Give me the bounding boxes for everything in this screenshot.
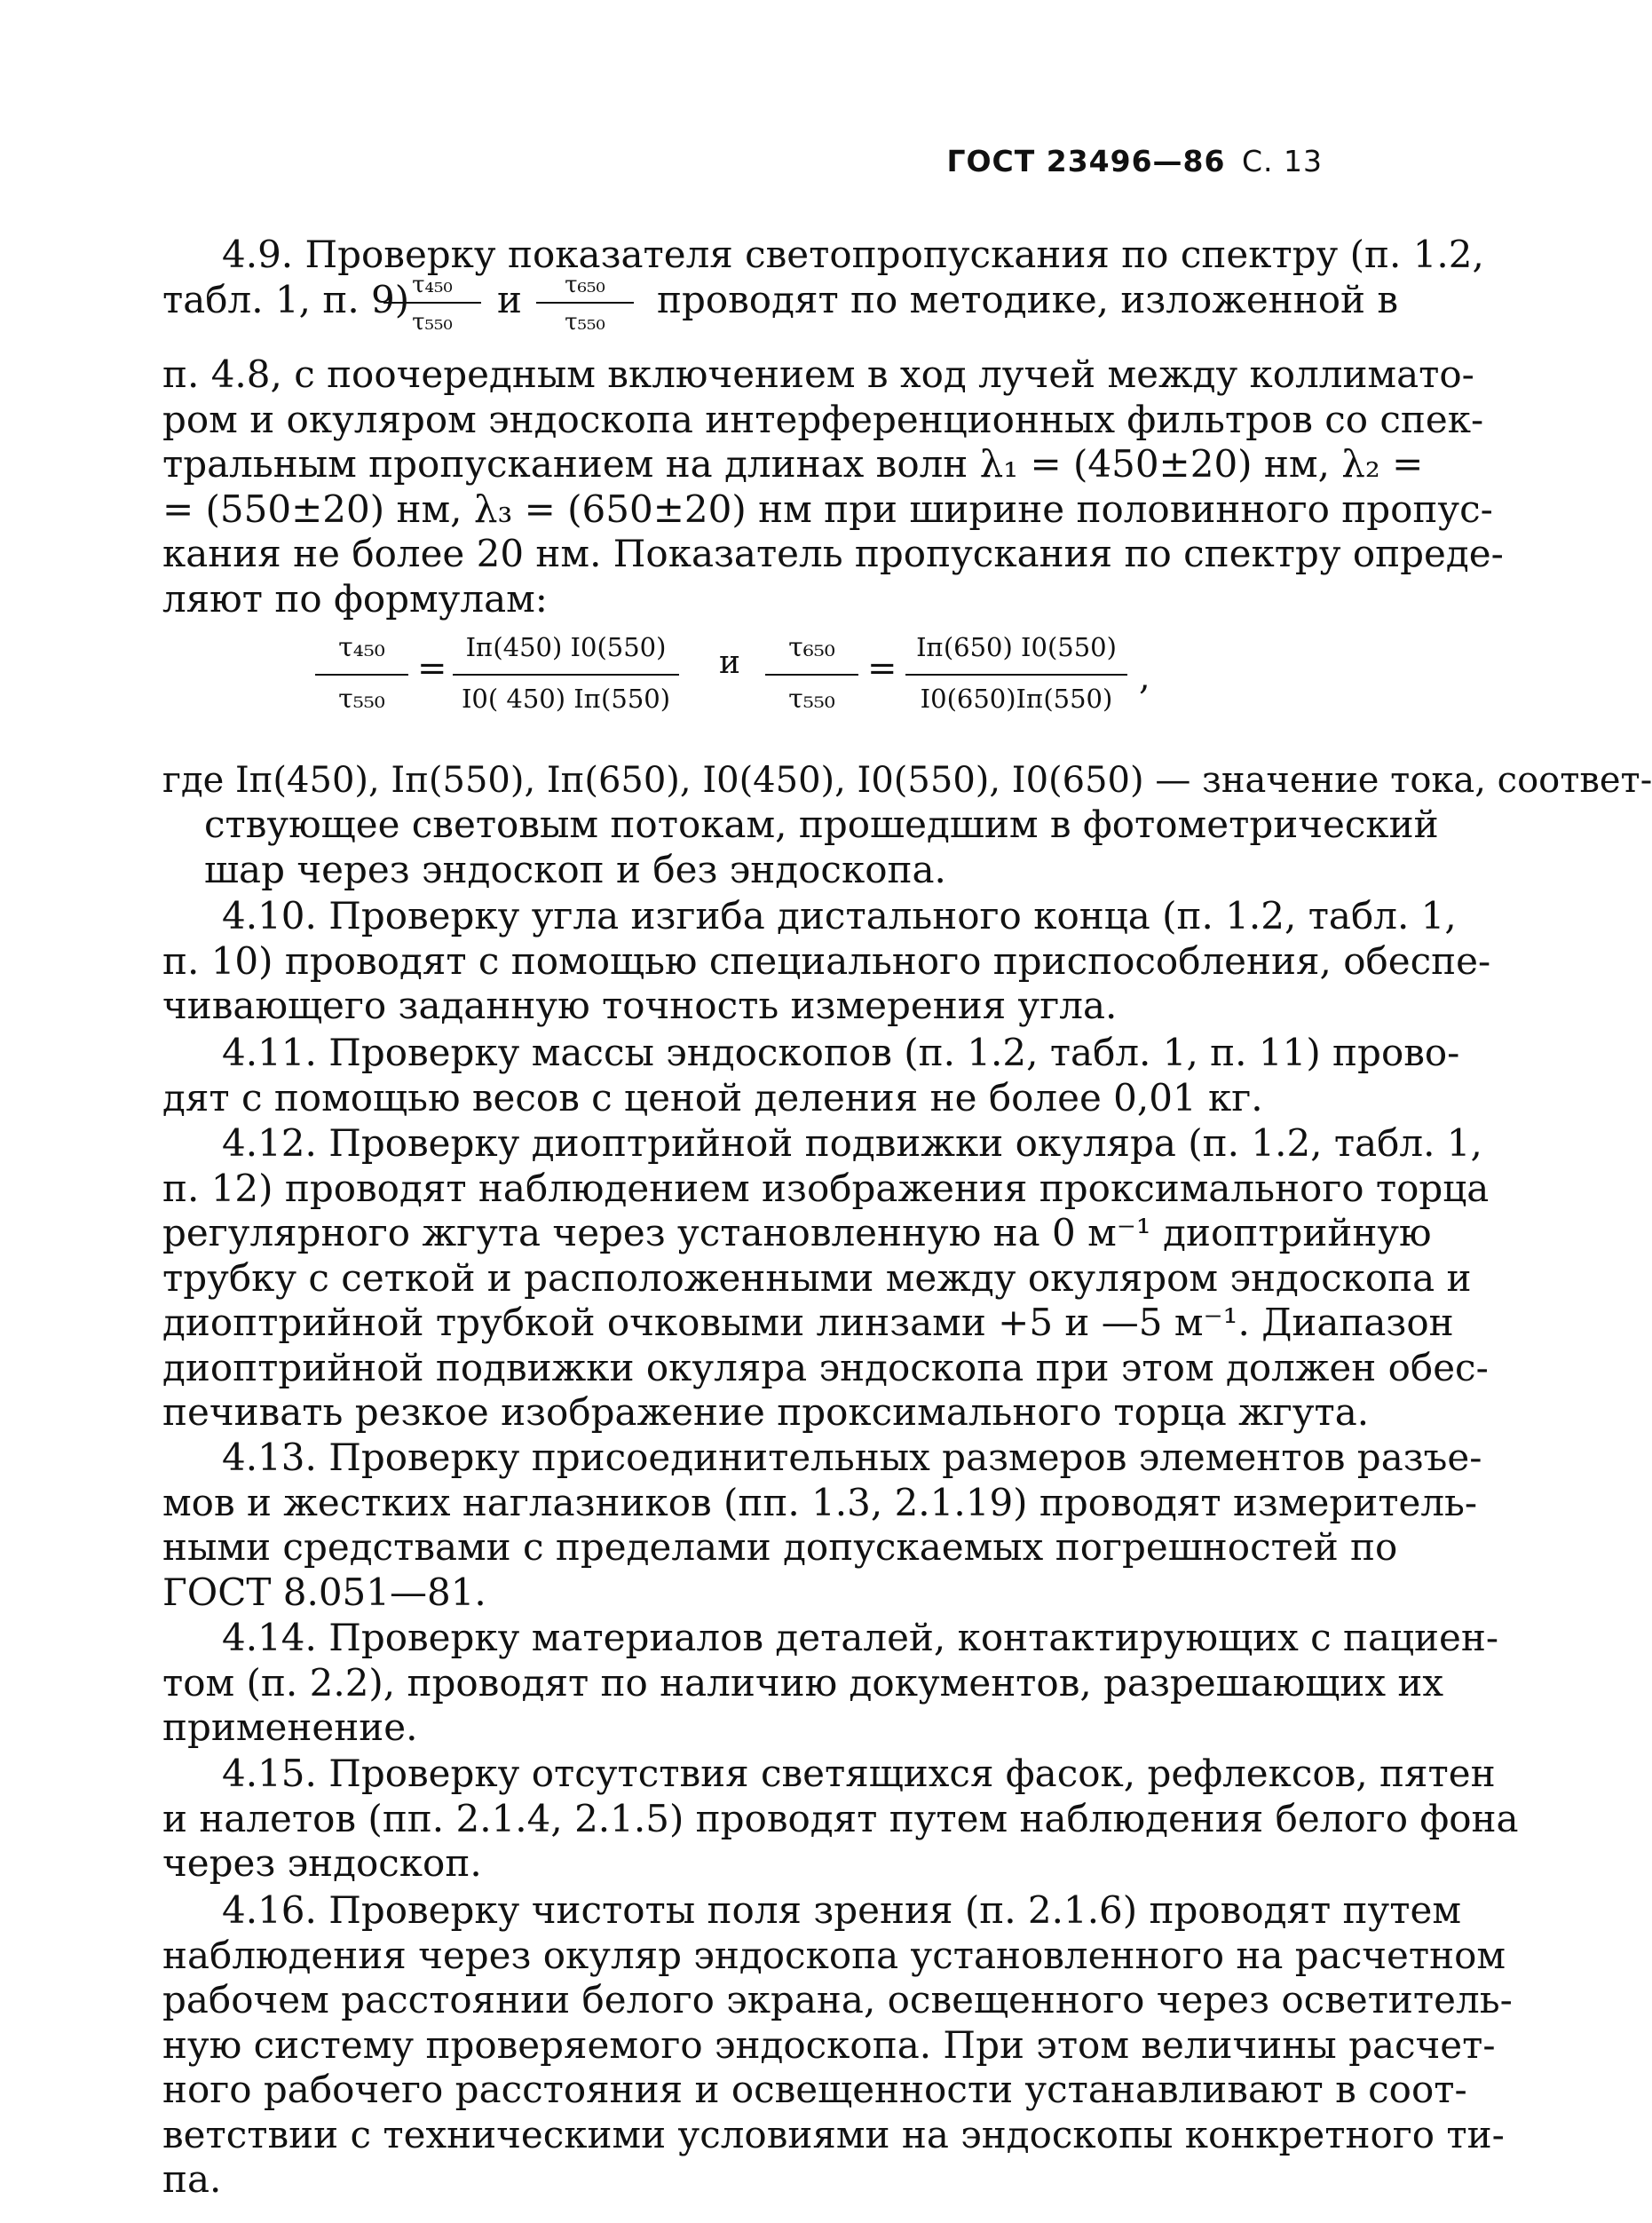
formula1-equals: = — [417, 648, 447, 689]
formula-and: и — [719, 645, 740, 681]
paragraph-4-9-and: и — [497, 278, 522, 321]
paragraph-4-9-line2-end: проводят по методике, изложенной в — [657, 278, 1398, 321]
paragraph-4-12: 4.12. Проверку диоптрийной подвижки окуляра (п. 1.2, табл. 1, п. 12) проводят наблюдением изображения проксимального торца регулярного жгута через установленную на 0 м⁻¹ диоптрийную трубку с сеткой и расположенными между окуляром эндоскопа и диоптрийной трубкой очковыми линзами +5 и —5 м⁻¹. Диапазон диоптрийной подвижки окуляра эндоскопа при этом должен обес- печивать резкое изображение проксимального торца жгута. — [162, 1121, 1490, 1434]
formula1-rhs: Iп(450) I0(550) I0( 450) Iп(550) — [453, 632, 679, 730]
standard-number: ГОСТ 23496—86 — [946, 144, 1226, 178]
paragraph-4-9-line1: 4.9. Проверку показателя светопропускания по спектру (п. 1.2, — [222, 233, 1484, 276]
formula2-rhs: Iп(650) I0(550) I0(650)Iп(550) — [905, 632, 1127, 730]
formula2-lhs: τ₆₅₀ τ₅₅₀ — [765, 632, 858, 730]
formula-comma: , — [1139, 657, 1150, 698]
paragraph-4-9-body: п. 4.8, с поочередным включением в ход лучей между коллимато- ром и окуляром эндоскопа интерференционных фильтров со спек- тральным пропусканием на длинах волн λ₁ = (450±20) нм, λ₂ = = (550±20) нм, λ₃ = (650±20) нм при ширине половинного пропус- кания не более 20 нм. Показатель пропускания по спектру опреде- ляют по формулам: — [162, 352, 1504, 621]
where-line1: где Iп(450), Iп(550), Iп(650), I0(450), I0(550), I0(650) — значение тока, соответ- — [162, 760, 1652, 801]
formula2-equals: = — [867, 648, 897, 689]
where-continuation: ствующее световым потокам, прошедшим в фотометрический шар через эндоскоп и без эндоскопа. — [204, 803, 1439, 891]
paragraph-4-9-line2-start: табл. 1, п. 9) — [162, 278, 410, 321]
paragraph-4-10: 4.10. Проверку угла изгиба дистального конца (п. 1.2, табл. 1, п. 10) проводят с помощью специального приспособления, обеспе- чивающего заданную точность измерения угла. — [162, 894, 1491, 1027]
paragraph-4-11: 4.11. Проверку массы эндоскопов (п. 1.2, табл. 1, п. 11) прово- дят с помощью весов с ценой деления не более 0,01 кг. — [162, 1031, 1460, 1119]
paragraph-4-14: 4.14. Проверку материалов деталей, контактирующих с пациен- том (п. 2.2), проводят по наличию документов, разрешающих их применение. — [162, 1616, 1499, 1749]
inline-fraction-tau450-tau550: $\frac{\text{τ₄₅₀}}{\text{τ₅₅₀}}$ — [383, 272, 481, 336]
page-number: С. 13 — [1241, 144, 1323, 178]
formula1-lhs: τ₄₅₀ τ₅₅₀ — [315, 632, 408, 730]
page-header — [946, 144, 1323, 178]
inline-fraction-tau650-tau550: $\frac{\text{τ₆₅₀}}{\text{τ₅₅₀}}$ — [536, 272, 634, 336]
paragraph-4-16: 4.16. Проверку чистоты поля зрения (п. 2.1.6) проводят путем наблюдения через окуляр эндоскопа установленного на расчетном рабочем расстоянии белого экрана, освещенного через осветитель- ную систему проверяемого эндоскопа. При этом величины расчет- ного рабочего расстояния и освещенности устанавливают в соот- ветствии с техническими условиями на эндоскопы конкретного ти- па. — [162, 1888, 1513, 2201]
paragraph-4-13: 4.13. Проверку присоединительных размеров элементов разъе- мов и жестких наглазников (пп. 1.3, 2.1.19) проводят измеритель- ными средствами с пределами допускаемых погрешностей по ГОСТ 8.051—81. — [162, 1436, 1482, 1614]
paragraph-4-15: 4.15. Проверку отсутствия светящихся фасок, рефлексов, пятен и налетов (пп. 2.1.4, 2.1.5) проводят путем наблюдения белого фона через эндоскоп. — [162, 1752, 1519, 1885]
